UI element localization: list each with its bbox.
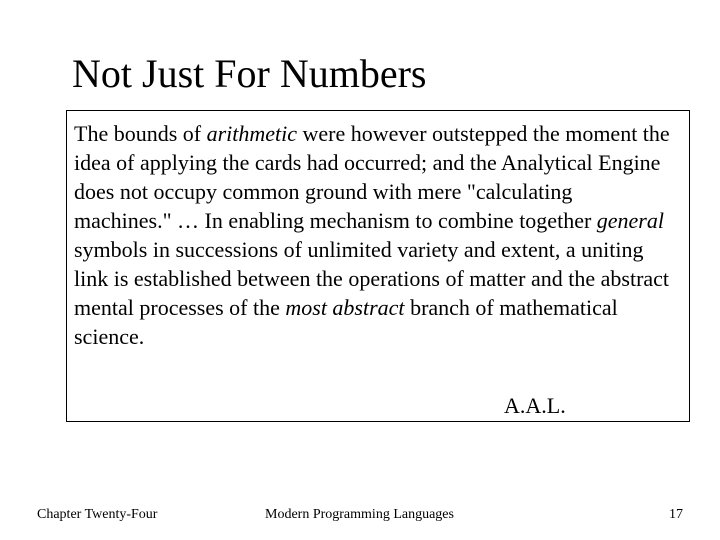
footer-chapter: Chapter Twenty-Four — [37, 507, 158, 522]
quote-box — [66, 110, 690, 422]
quote-text — [74, 119, 674, 351]
quote-attribution: A.A.L. — [504, 393, 566, 418]
quote-emphasis: most abstract — [285, 295, 405, 320]
footer-course: Modern Programming Languages — [265, 507, 454, 522]
slide-title: Not Just For Numbers — [72, 51, 427, 96]
quote-emphasis: general — [596, 208, 664, 233]
quote-segment: branch of mathematical science. — [74, 295, 618, 349]
footer-page-number: 17 — [669, 507, 683, 522]
quote-segment: symbols in successions of unlimited variety and extent, a uniting link is established between the operations of matter and the abstract mental processes of the — [74, 237, 670, 320]
quote-emphasis: arithmetic — [206, 121, 298, 146]
quote-segment: were however outstepped the moment the idea of applying the cards had occurred; and the Analytical Engine does not occupy common ground with mere "calculating machines." … In enabling mechanism to combine together — [74, 121, 670, 233]
quote-segment: The bounds of — [74, 121, 207, 146]
